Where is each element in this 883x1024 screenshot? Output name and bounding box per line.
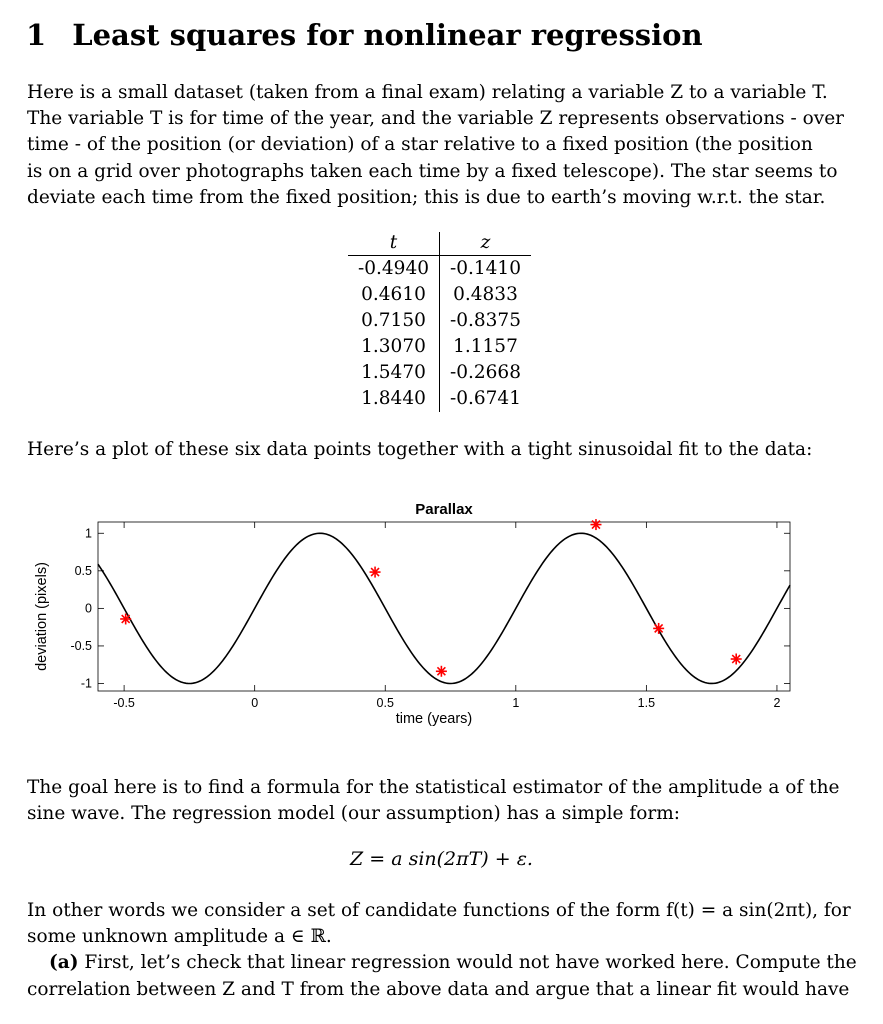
data-point-marker — [436, 666, 447, 677]
candidate-line: In other words we consider a set of candidate functions of the form f(t) = a sin(2πt), for — [27, 900, 851, 921]
x-tick-label: 0 — [251, 696, 259, 710]
x-tick-label: -0.5 — [113, 696, 135, 710]
table-cell: -0.4940 — [348, 256, 439, 283]
table-cell: -0.6741 — [449, 388, 521, 409]
regression-equation: Z = a sin(2πT) + ε. — [350, 848, 533, 870]
part-a-line2: correlation between Z and T from the above data and argue that a linear fit would have — [27, 978, 850, 1000]
part-a-line — [27, 950, 857, 976]
table-cell: 1.1157 — [453, 336, 518, 357]
table-cell: 1.3070 — [348, 334, 439, 360]
candidate-paragraph — [27, 898, 857, 1003]
data-point-marker — [653, 623, 664, 634]
data-point-marker — [120, 613, 131, 624]
part-a-text: First, let’s check that linear regression would not have worked here. Compute the — [84, 952, 857, 974]
table-row — [348, 360, 531, 386]
table-cell: -0.1410 — [449, 258, 521, 279]
table-cell: 0.7150 — [348, 308, 439, 334]
intro-line: The variable T is for time of the year, and the variable Z represents observations - over — [27, 108, 844, 130]
y-tick-label: 0 — [85, 601, 92, 616]
plot-frame — [98, 522, 790, 691]
table-row — [348, 256, 531, 283]
sine-fit-curve — [98, 533, 790, 683]
data-point-marker — [731, 654, 742, 665]
intro-line: Here is a small dataset (taken from a final exam) relating a variable Z to a variable T. — [27, 82, 828, 103]
intro-line: is on a grid over photographs taken each time by a fixed telescope). The star seems to — [27, 160, 838, 182]
table-row — [348, 282, 531, 308]
parallax-chart — [26, 492, 816, 742]
data-table — [348, 232, 531, 412]
x-tick-label: 2 — [773, 696, 781, 710]
intro-line: time - of the position (or deviation) of a star relative to a fixed position (the position — [27, 134, 813, 156]
table-row — [348, 334, 531, 360]
section-title: Least squares for nonlinear regression — [72, 18, 703, 52]
table-cell: -0.8375 — [449, 310, 521, 331]
y-axis-label: deviation (pixels) — [34, 562, 50, 671]
y-tick-label: -0.5 — [70, 638, 92, 653]
table-cell: 1.5470 — [348, 360, 439, 386]
table-row — [348, 386, 531, 412]
goal-line: sine wave. The regression model (our assumption) has a simple form: — [27, 803, 680, 825]
x-tick-label: 1.5 — [637, 696, 656, 710]
plot-intro — [27, 437, 847, 463]
data-point-marker — [590, 519, 601, 530]
table-cell: 0.4610 — [348, 282, 439, 308]
table-cell: -0.2668 — [449, 362, 521, 383]
table-header-z: z — [439, 232, 530, 256]
table-cell: 1.8440 — [348, 386, 439, 412]
y-tick-label: -1 — [80, 676, 92, 691]
table-row — [348, 308, 531, 334]
candidate-line: some unknown amplitude a ∈ ℝ. — [27, 926, 332, 948]
intro-paragraph — [27, 80, 847, 211]
table-header-t: t — [348, 232, 439, 256]
intro-line: deviate each time from the fixed position; this is due to earth’s moving w.r.t. the star. — [27, 186, 826, 208]
y-tick-label: 0.5 — [74, 563, 92, 578]
section-number: 1 — [26, 18, 47, 52]
table-cell: 0.4833 — [453, 284, 518, 305]
goal-paragraph — [27, 775, 847, 827]
chart-title: Parallax — [415, 501, 473, 518]
x-tick-label: 0.5 — [376, 696, 394, 710]
part-a-label: (a) — [49, 952, 79, 974]
data-point-marker — [370, 567, 381, 578]
goal-line: The goal here is to find a formula for the statistical estimator of the amplitude a of the — [27, 777, 840, 798]
y-tick-label: 1 — [85, 526, 92, 541]
x-axis-label: time (years) — [395, 711, 473, 727]
plot-intro-text: Here’s a plot of these six data points together with a tight sinusoidal fit to the data: — [27, 439, 813, 460]
x-tick-label: 1 — [512, 696, 520, 710]
section-heading — [26, 18, 703, 52]
